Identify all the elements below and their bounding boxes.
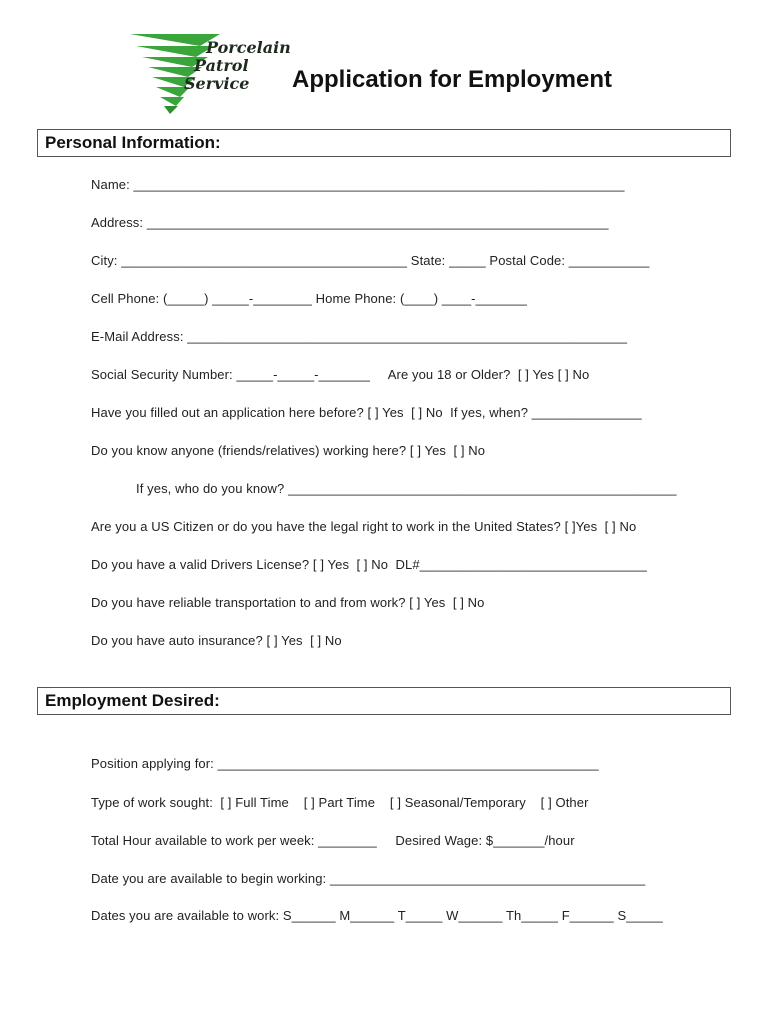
logo-wordmark <box>184 39 291 93</box>
work-type-field[interactable]: Type of work sought: [ ] Full Time [ ] Part Time [ ] Seasonal/Temporary [ ] Other <box>91 795 589 810</box>
personal-info-heading: Personal Information: <box>45 133 221 152</box>
address-field[interactable]: Address: _______________________________________________________________ <box>91 215 609 230</box>
drivers-license-field[interactable]: Do you have a valid Drivers License? [ ] Yes [ ] No DL#_______________________________ <box>91 557 647 572</box>
logo-stripe-7 <box>160 97 184 106</box>
employment-desired-heading: Employment Desired: <box>45 691 220 710</box>
auto-insurance-field[interactable]: Do you have auto insurance? [ ] Yes [ ] No <box>91 633 342 648</box>
transportation-field[interactable]: Do you have reliable transportation to and from work? [ ] Yes [ ] No <box>91 595 485 610</box>
employment-desired-header <box>37 687 731 715</box>
availability-days-field[interactable]: Dates you are available to work: S______ M______ T_____ W______ Th_____ F______ S_____ <box>91 908 663 923</box>
ssn-age-field[interactable]: Social Security Number: _____-_____-_______ Are you 18 or Older? [ ] Yes [ ] No <box>91 367 590 382</box>
citizenship-field[interactable]: Are you a US Citizen or do you have the legal right to work in the United States? [ ]Yes [ ] No <box>91 519 637 534</box>
who-do-you-know-field[interactable]: If yes, who do you know? _____________________________________________________ <box>136 481 677 496</box>
city-state-postal-field[interactable]: City: _______________________________________ State: _____ Postal Code: ___________ <box>91 253 650 268</box>
logo-line-2: Patrol <box>194 56 249 75</box>
document-title: Application for Employment <box>292 66 613 93</box>
start-date-field[interactable]: Date you are available to begin working: ___________________________________________ <box>91 871 646 886</box>
phone-field[interactable]: Cell Phone: (_____) _____-________ Home Phone: (____) ____-_______ <box>91 291 527 306</box>
name-field[interactable]: Name: ___________________________________________________________________ <box>91 177 625 192</box>
email-field[interactable]: E-Mail Address: ____________________________________________________________ <box>91 329 628 344</box>
personal-info-header <box>37 129 731 157</box>
know-anyone-field[interactable]: Do you know anyone (friends/relatives) working here? [ ] Yes [ ] No <box>91 443 486 458</box>
hours-wage-field[interactable]: Total Hour available to work per week: ________ Desired Wage: $_______/hour <box>91 833 575 848</box>
logo-tip <box>164 106 178 114</box>
prior-application-field[interactable]: Have you filled out an application here before? [ ] Yes [ ] No If yes, when? _______________ <box>91 405 642 420</box>
position-field[interactable]: Position applying for: ____________________________________________________ <box>91 756 599 771</box>
logo-line-3: Service <box>184 74 250 93</box>
logo-line-1: Porcelain <box>206 38 291 57</box>
